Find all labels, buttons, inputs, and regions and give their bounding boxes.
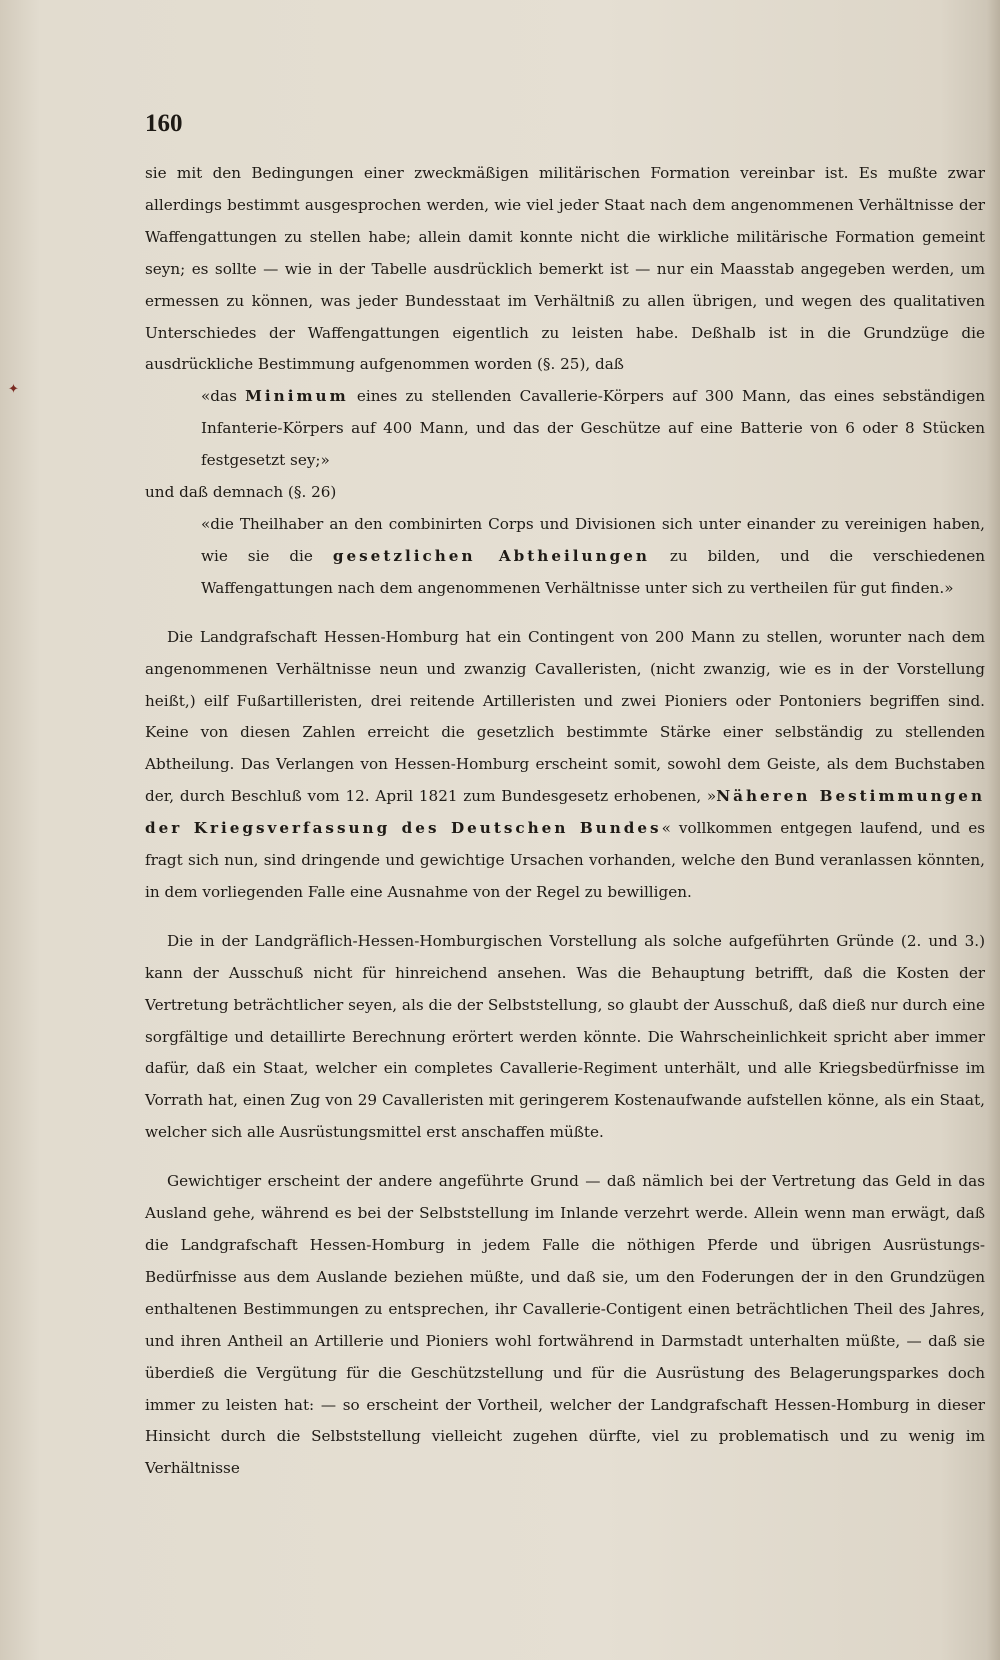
paragraph-3-start: Die Landgrafschaft Hessen-Homburg hat ein Contingent von 200 Mann zu stellen, worunter nach dem angenommenen Verhältnisse neun und zwanzig Cavalleristen, (nicht zwanzig, wie es in der Vorstellung heißt,) eilf Fußartilleristen, drei reitende Artilleristen und zwei Pioniers oder Pontoniers begriffen sind. Keine von diesen Zahlen erreicht die gesetzlich bestimmte Stärke einer selbständig zu stellenden Abtheilung. Das Verlangen von Hessen-Homburg erscheint somit, sowohl dem Geiste, als dem Buchstaben der, durch Beschluß vom 12. April 1821 zum Bundesgesetz erhobenen, » [145, 627, 985, 806]
paragraph-4: Die in der Landgräflich-Hessen-Homburgischen Vorstellung als solche aufgeführten Gründe (2. und 3.) kann der Ausschuß nicht für hinreichend ansehen. Was die Behauptung betrifft, daß die Kosten der Vertretung beträchtlicher seyen, als die der Selbststellung, so glaubt der Ausschuß, daß dieß nur durch eine sorgfältige und detaillirte Berechnung erörtert werden könnte. Die Wahrscheinlichkeit spricht aber immer dafür, daß ein Staat, welcher ein completes Cavallerie-Regiment unterhält, und alle Kriegsbedürfnisse im Vorrath hat, einen Zug von 29 Cavalleristen mit geringerem Kostenaufwande aufstellen könne, als ein Staat, welcher sich alle Ausrüstungsmittel erst anschaffen müßte. [145, 931, 985, 1142]
quote-1 [145, 381, 985, 477]
quote-2 [145, 509, 985, 605]
paragraph-3-emphasis: Näheren Bestimmungen der Kriegsverfassung des Deutschen Bundes [145, 787, 985, 838]
paragraph-3-end: « vollkommen entgegen laufend, und es fragt sich nun, sind dringende und gewichtige Ursachen vorhanden, welche den Bund veranlassen könnten, in dem vorliegenden Falle eine Ausnahme von der Regel zu bewilligen. [145, 819, 985, 901]
body-text [145, 158, 985, 1485]
quote-1-start: «das [201, 387, 246, 406]
page-edge-shadow [986, 0, 1000, 1660]
paragraph-1: sie mit den Bedingungen einer zweckmäßigen militärischen Formation vereinbar ist. Es mußte zwar allerdings bestimmt ausgesprochen werden, wie viel jeder Staat nach dem angenommenen Verhältnisse der Waffengattungen zu stellen habe; allein damit konnte nicht die wirkliche militärische Formation gemeint seyn; es sollte — wie in der Tabelle ausdrücklich bemerkt ist — nur ein Maasstab angegeben werden, um ermessen zu können, was jeder Bundesstaat im Verhältniß zu allen übrigen, und wegen des qualitativen Unterschiedes der Waffengattungen eigentlich zu leisten habe. Deßhalb ist in die Grundzüge die ausdrückliche Bestimmung aufgenommen worden (§. 25), daß [145, 164, 985, 374]
quote-1-end: eines zu stellenden Cavallerie-Körpers auf 300 Mann, das eines sebständigen Infanterie-Körpers auf 400 Mann, und das der Geschütze auf eine Batterie von 6 oder 8 Stücken festgesetzt sey;» [201, 387, 985, 470]
page-number: 160 [145, 110, 183, 137]
paragraph-2: und daß demnach (§. 26) [145, 483, 337, 502]
margin-mark: ✦ [8, 382, 19, 397]
quote-2-end: zu bilden, und die verschiedenen Waffengattungen nach dem angenommenen Verhältnisse unter sich zu vertheilen für gut finden.» [201, 546, 985, 597]
quote-2-emphasis: gesetzlichen Abtheilungen [332, 546, 650, 565]
quote-2-start: «die Theilhaber an den combinirten Corps und Divisionen sich unter einander zu vereinigen haben, wie sie die [201, 514, 985, 565]
quote-1-emphasis: Minimum [245, 387, 349, 406]
paragraph-3 [145, 622, 985, 909]
paragraph-5: Gewichtiger erscheint der andere angeführte Grund — daß nämlich bei der Vertretung das Geld in das Ausland gehe, während es bei der Selbststellung im Inlande verzehrt werde. Allein wenn man erwägt, daß die Landgrafschaft Hessen-Homburg in jedem Falle die nöthigen Pferde und übrigen Ausrüstungs-Bedürfnisse aus dem Auslande beziehen müßte, und daß sie, um den Foderungen der in den Grundzügen enthaltenen Bestimmungen zu entsprechen, ihr Cavallerie-Contigent einen beträchtlichen Theil des Jahres, und ihren Antheil an Artillerie und Pioniers wohl fortwährend in Darmstadt unterhalten müßte, — daß sie überdieß die Vergütung für die Geschützstellung und für die Ausrüstung des Belagerungsparkes doch immer zu leisten hat: — so erscheint der Vortheil, welcher der Landgrafschaft Hessen-Homburg in dieser Hinsicht durch die Selbststellung vielleicht zugehen dürfte, viel zu problematisch und zu wenig im Verhältnisse [145, 1172, 985, 1478]
